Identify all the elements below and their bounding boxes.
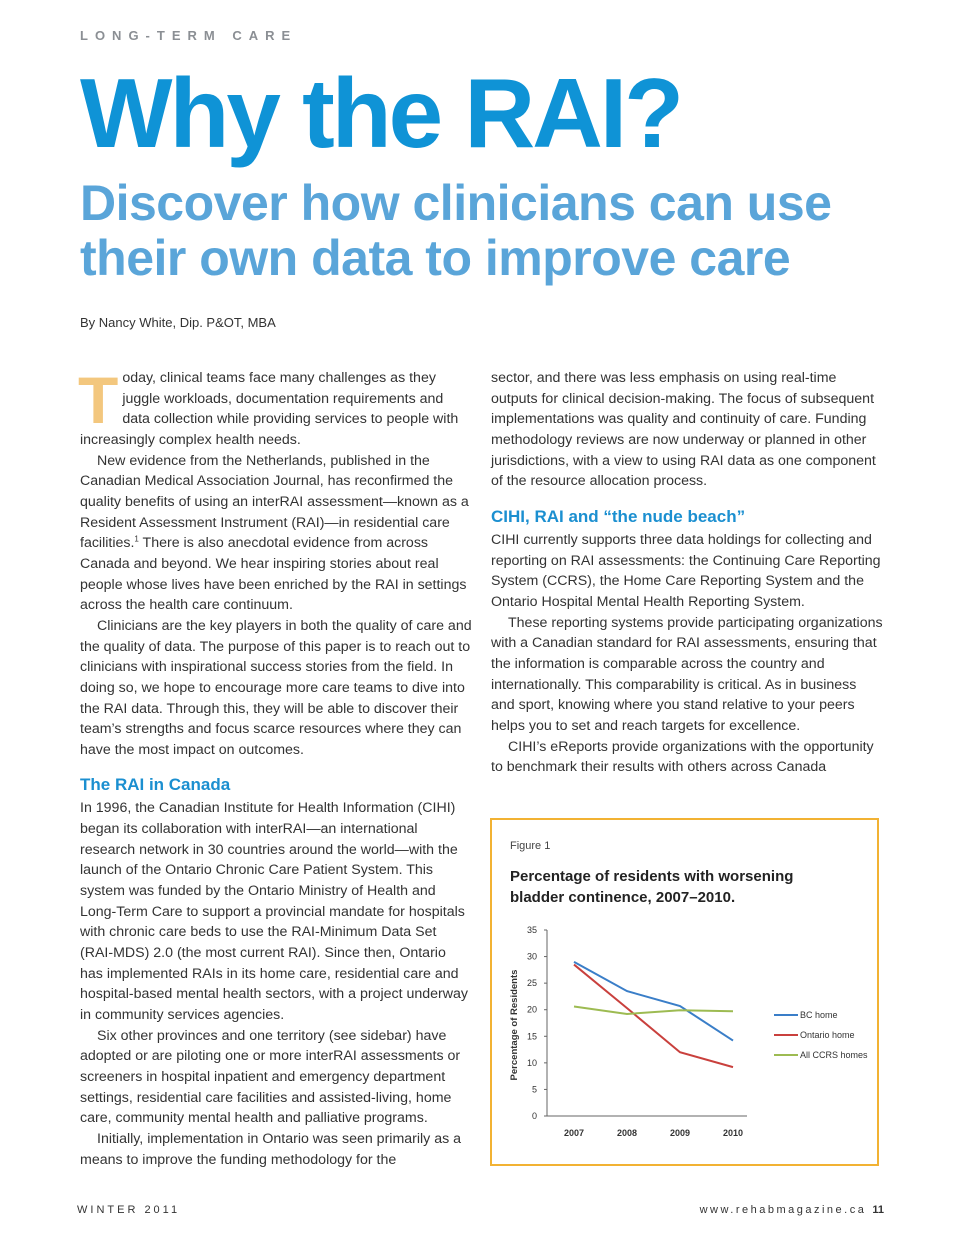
paragraph: CIHI currently supports three data holdings for collecting and reporting on RAI assessments: the Continuing Care Reporting System (CCRS), the Home Care Reporting System and the Ontario Hospital Mental Health Reporting System. (491, 531, 881, 610)
section-heading: CIHI, RAI and “the nude beach” (491, 506, 746, 526)
legend-label: All CCRS homes (800, 1050, 868, 1060)
paragraph-text: There is also anecdotal evidence from across Canada and beyond. We hear inspiring stories about real people whose lives have been enriched by the RAI in settings across the health care continuum. (80, 535, 467, 614)
figure-title: Percentage of residents with worsening bladder continence, 2007–2010. (510, 868, 794, 906)
y-tick-label: 0 (531, 1111, 537, 1121)
figure-box (490, 818, 879, 1166)
y-tick-label: 10 (526, 1057, 537, 1068)
y-tick-label: 30 (526, 951, 537, 962)
paragraph: CIHI’s eReports provide organizations with the opportunity to benchmark their results with others across Canada (491, 738, 874, 776)
legend-label: Ontario home (800, 1030, 855, 1040)
section-heading: The RAI in Canada (80, 775, 231, 795)
footnote-ref: 1 (134, 534, 139, 544)
x-tick-label: 2009 (669, 1128, 691, 1138)
x-tick-label: 2010 (722, 1128, 744, 1138)
right-column (491, 368, 883, 778)
line-chart (492, 820, 877, 1164)
legend-label: BC home (800, 1010, 838, 1020)
paragraph: Clinicians are the key players in both the quality of care and the quality of data. The purpose of this paper is to reach out to clinicians with inspirational success stories from the field. In doing so, we hope to encourage more care teams to dive into the RAI data. Through this, they will be able to discover their team’s strengths and focus scarce resources where they can have the most impact on outcomes. (80, 617, 472, 758)
section-tag: LONG-TERM CARE (80, 28, 298, 43)
drop-cap: T (78, 363, 119, 437)
intro-paragraph (78, 363, 472, 451)
footer-website: www.rehabmagazine.ca (699, 1204, 867, 1216)
page-subtitle: Discover how clinicians can use their own data to improve care (80, 175, 832, 286)
page-number: 11 (872, 1204, 884, 1216)
y-tick-label: 25 (526, 978, 537, 989)
paragraph: Initially, implementation in Ontario was seen primarily as a means to improve the funding methodology for the (80, 1130, 462, 1168)
paragraph-text: New evidence from the Netherlands, published in the Canadian Medical Association Journal, has reconfirmed the quality benefits of using an interRAI assessment—known as a Resident Assessment Instrument (RAI)—in residential care facilities. (80, 452, 469, 552)
footer-issue: WINTER 2011 (77, 1204, 181, 1216)
x-tick-label: 2008 (616, 1128, 638, 1138)
paragraph: Six other provinces and one territory (see sidebar) have adopted or are piloting one or more interRAI assessments or screeners in hospital inpatient and emergency department settings, residential care facilities and assisted-living, home care, community mental health and palliative programs. (80, 1027, 461, 1127)
paragraph: These reporting systems provide participating organizations with a Canadian standard for RAI assessments, ensuring that the information is comparable across the country and internationally. This comparability is critical. As in business and sport, knowing where you stand relative to your peers helps you to set and reach targets for excellence. (491, 614, 883, 734)
left-column (78, 363, 472, 1170)
y-axis-label: Percentage of Residents (509, 969, 520, 1081)
footer-right (700, 1204, 884, 1216)
y-tick-label: 5 (531, 1084, 537, 1095)
y-tick-label: 35 (526, 925, 537, 935)
y-tick-label: 20 (526, 1004, 537, 1015)
paragraph (80, 451, 472, 616)
page-title: Why the RAI? (80, 58, 681, 168)
x-tick-label: 2007 (563, 1128, 585, 1138)
byline: By Nancy White, Dip. P&OT, MBA (80, 315, 276, 330)
y-tick-label: 15 (526, 1031, 537, 1042)
paragraph-text: oday, clinical teams face many challenges as they juggle workloads, documentation requirements and data collection while providing services to people with increasingly complex health needs. (80, 370, 459, 448)
paragraph: sector, and there was less emphasis on using real-time outputs for clinical decision-making. The focus of subsequent implementations was quality and continuity of care. Funding methodology reviews are now underway or planned in other jurisdictions, with a view to using RAI data as one component of the resource allocation process. (491, 370, 876, 490)
series-line (574, 962, 733, 1041)
series-line (574, 965, 733, 1068)
paragraph: In 1996, the Canadian Institute for Health Information (CIHI) began its collaboration with interRAI—an international research network in 30 countries around the world—with the launch of the Ontario Chronic Care Patient System. This system was funded by the Ontario Ministry of Health and Long-Term Care to support a provincial mandate for hospitals with chronic care beds to use the RAI-Minimum Data Set (RAI-MDS) 2.0 (the most current RAI). Since then, Ontario has implemented RAIs in its home care, residential care and hospital-based mental health sectors, with a project underway in community services agencies. (80, 800, 469, 1024)
series-line (574, 1007, 733, 1014)
figure-label: Figure 1 (510, 840, 551, 852)
